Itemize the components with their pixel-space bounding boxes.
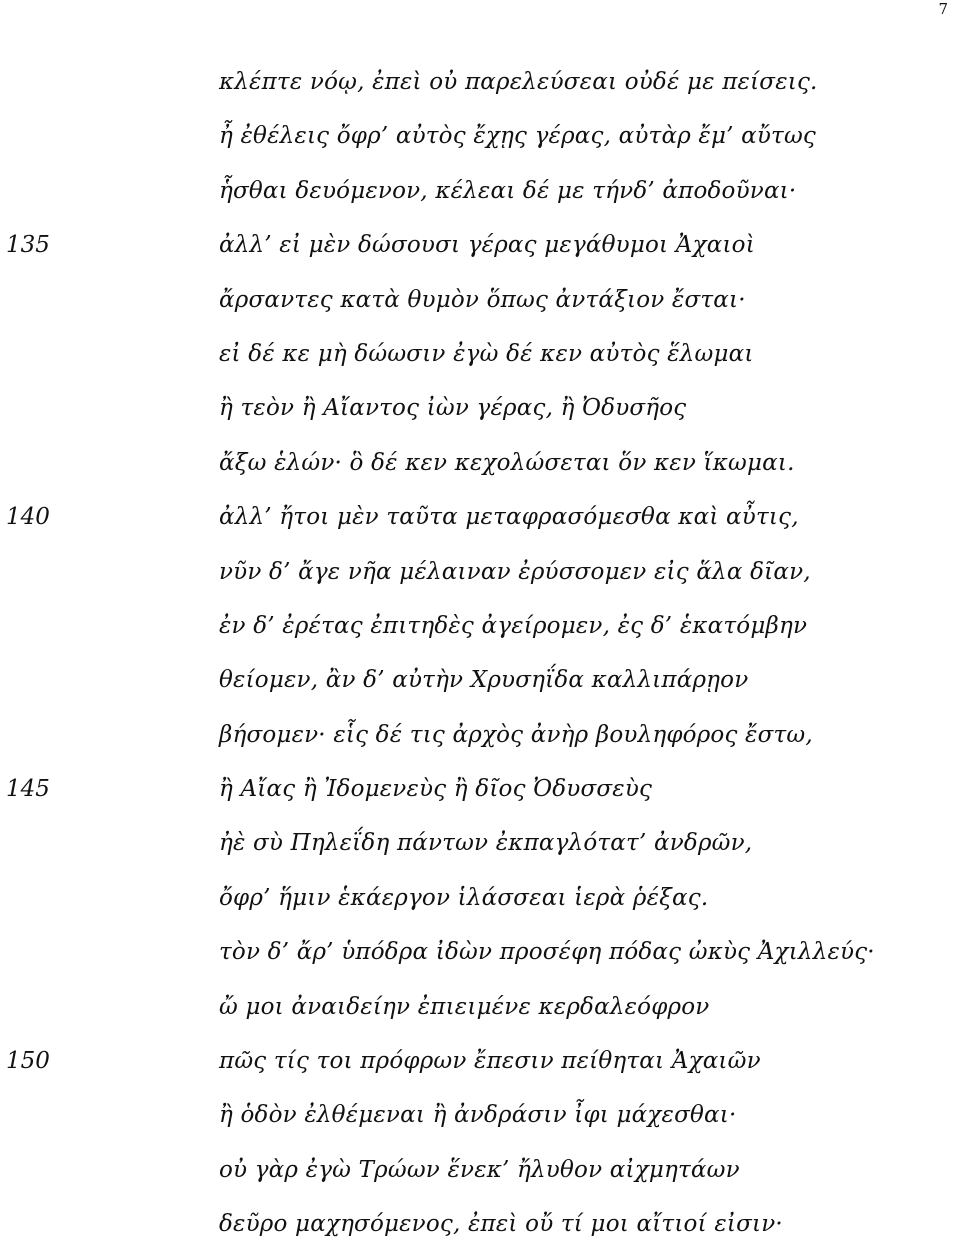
verse-text: ἧσθαι δευόμενον, κέλεαι δέ με τήνδ’ ἀποδοῦναι· [219, 177, 797, 204]
verse-text: πῶς τίς τοι πρόφρων ἔπεσιν πείθηται Ἀχαιῶν [219, 1048, 761, 1075]
verse-text: κλέπτε νόῳ, ἐπεὶ οὐ παρελεύσεαι οὐδέ με πείσεις. [219, 69, 818, 95]
verse-text: ἦ ἐθέλεις ὄφρ’ αὐτὸς ἔχῃς γέρας, αὐτὰρ ἔμ’ αὔτως [219, 123, 817, 150]
verse-line [0, 769, 960, 823]
poem-text [0, 62, 960, 1259]
page-number: 7 [938, 0, 948, 18]
verse-text: δεῦρο μαχησόμενος, ἐπεὶ οὔ τί μοι αἴτιοί εἰσιν· [219, 1211, 783, 1238]
verse-text: εἰ δέ κε μὴ δώωσιν ἐγὼ δέ κεν αὐτὸς ἕλωμαι [219, 340, 754, 367]
verse-line [0, 443, 960, 497]
verse-line [0, 878, 960, 932]
verse-text: νῦν δ’ ἄγε νῆα μέλαιναν ἐρύσσομεν εἰς ἅλα δῖαν, [219, 558, 811, 585]
verse-text: ἄρσαντες κατὰ θυμὸν ὅπως ἀντάξιον ἔσται· [219, 286, 746, 313]
verse-line [0, 171, 960, 225]
verse-text: ὄφρ’ ἥμιν ἑκάεργον ἱλάσσεαι ἱερὰ ῥέξας. [219, 884, 709, 911]
verse-text: ἀλλ’ ἤτοι μὲν ταῦτα μεταφρασόμεσθα καὶ αὖτις, [219, 504, 799, 531]
verse-line [0, 606, 960, 660]
verse-line [0, 280, 960, 334]
verse-line [0, 1095, 960, 1149]
verse-text: ἢ τεὸν ἢ Αἴαντος ἰὼν γέρας, ἢ Ὀδυσῆος [219, 395, 687, 422]
verse-line [0, 116, 960, 170]
verse-line [0, 1204, 960, 1258]
verse-line [0, 987, 960, 1041]
verse-line [0, 1150, 960, 1204]
verse-text: ἢ Αἴας ἢ Ἰδομενεὺς ἢ δῖος Ὀδυσσεὺς [219, 776, 653, 803]
line-number: 150 [6, 1048, 50, 1075]
verse-text: ἢ ὁδὸν ἐλθέμεναι ἢ ἀνδράσιν ἶφι μάχεσθαι· [219, 1102, 737, 1129]
verse-text: ἐν δ’ ἐρέτας ἐπιτηδὲς ἀγείρομεν, ἐς δ’ ἑκατόμβην [219, 612, 808, 639]
line-number: 135 [6, 232, 50, 259]
verse-line [0, 932, 960, 986]
verse-line [0, 62, 960, 116]
verse-text: τὸν δ’ ἄρ’ ὑπόδρα ἰδὼν προσέφη πόδας ὠκὺς Ἀχιλλεύς· [219, 939, 875, 966]
verse-line [0, 823, 960, 877]
line-number: 140 [6, 504, 50, 531]
line-number: 145 [6, 776, 50, 803]
verse-line [0, 497, 960, 551]
verse-text: βήσομεν· εἷς δέ τις ἀρχὸς ἀνὴρ βουληφόρος ἔστω, [219, 721, 813, 748]
verse-line [0, 388, 960, 442]
verse-text: οὐ γὰρ ἐγὼ Τρώων ἕνεκ’ ἤλυθον αἰχμητάων [219, 1156, 740, 1183]
verse-text: ἄξω ἑλών· ὃ δέ κεν κεχολώσεται ὅν κεν ἵκωμαι. [219, 449, 795, 476]
verse-text: θείομεν, ἂν δ’ αὐτὴν Χρυσηΐδα καλλιπάρῃον [219, 667, 749, 694]
verse-line [0, 552, 960, 606]
verse-line [0, 334, 960, 388]
verse-text: ὤ μοι ἀναιδείην ἐπιειμένε κερδαλεόφρον [219, 993, 710, 1020]
verse-line [0, 660, 960, 714]
verse-line [0, 225, 960, 279]
verse-text: ἠὲ σὺ Πηλεΐδη πάντων ἐκπαγλότατ’ ἀνδρῶν, [219, 830, 753, 857]
verse-line [0, 715, 960, 769]
verse-text: ἀλλ’ εἰ μὲν δώσουσι γέρας μεγάθυμοι Ἀχαιοὶ [219, 232, 755, 259]
verse-line [0, 1041, 960, 1095]
